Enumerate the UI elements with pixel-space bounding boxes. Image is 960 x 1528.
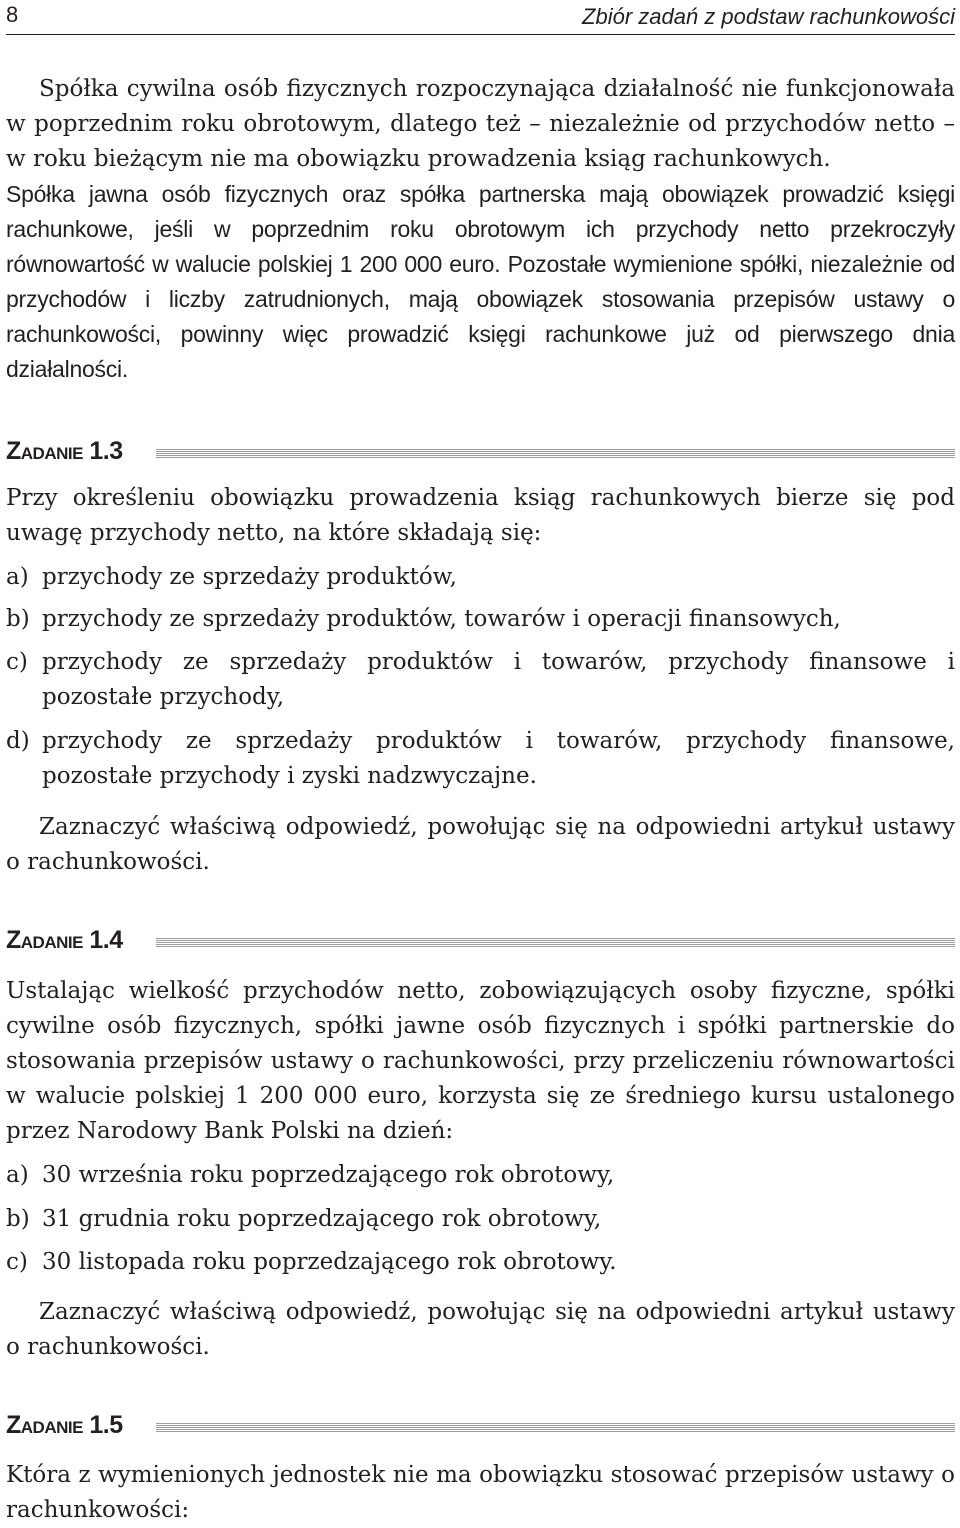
intro-paragraph-1: Spółka cywilna osób fizycznych rozpoczynająca działalność nie funkcjonowała w poprzednim roku obrotowym, dlatego też – niezależnie od przychodów netto – w roku bieżącym nie ma obowiązku prowadzenia ksiąg rachunkowych. xyxy=(6,76,955,172)
option-text: przychody ze sprzedaży produktów, xyxy=(42,564,457,590)
option-text: przychody ze sprzedaży produktów, towarów i operacji finansowych, xyxy=(42,606,841,632)
option-letter: a) xyxy=(6,1162,29,1188)
task-1-4-option-a xyxy=(6,1158,955,1193)
option-letter: d) xyxy=(6,728,30,754)
task-heading-1-5 xyxy=(6,1410,955,1440)
book-title: Zbiór zadań z podstaw rachunkowości xyxy=(582,4,955,29)
running-header xyxy=(6,0,955,35)
task-1-5-question: Która z wymienionych jednostek nie ma obowiązku stosować przepisów ustawy o rachunkowości: xyxy=(6,1462,955,1523)
task-label: ZADANIE 1.5 xyxy=(6,1411,123,1439)
task-1-3-option-d xyxy=(6,724,955,794)
task-1-4-option-b xyxy=(6,1202,955,1237)
task-1-3-question: Przy określeniu obowiązku prowadzenia ksiąg rachunkowych bierze się pod uwagę przychody netto, na które składają się: xyxy=(6,485,955,546)
option-letter: c) xyxy=(6,649,28,675)
option-letter: c) xyxy=(6,1249,28,1275)
option-letter: a) xyxy=(6,564,29,590)
option-text: przychody ze sprzedaży produktów i towarów, przychody finansowe, pozostałe przychody i zyski nadzwyczajne. xyxy=(42,728,955,789)
task-1-4-option-c xyxy=(6,1245,955,1280)
task-1-3-option-b xyxy=(6,602,955,637)
task-heading-rule xyxy=(156,1423,955,1432)
task-1-3-option-a xyxy=(6,560,955,595)
task-heading-rule xyxy=(156,449,955,458)
option-text: 30 września roku poprzedzającego rok obrotowy, xyxy=(42,1162,615,1188)
document-page xyxy=(6,0,955,1524)
task-1-3-instruction: Zaznaczyć właściwą odpowiedź, powołując się na odpowiedni artykuł ustawy o rachunkowości. xyxy=(6,814,955,875)
option-text: 30 listopada roku poprzedzającego rok obrotowy. xyxy=(42,1249,617,1275)
intro-paragraph-2: Spółka jawna osób fizycznych oraz spółka partnerska mają obowiązek prowadzić księgi rachunkowe, jeśli w poprzednim roku obrotowym ich przychody netto przekroczyły równowartość w walucie polskiej 1 200 000 euro. Pozostałe wymienione spółki, niezależnie od przychodów i liczby zatrudnionych, mają obowiązek stosowania przepisów ustawy o rachunkowości, powinny więc prowadzić księgi rachunkowe już od pierwszego dnia działalności. xyxy=(6,181,955,382)
option-letter: b) xyxy=(6,606,30,632)
task-heading-rule xyxy=(156,938,955,947)
task-1-4-question: Ustalając wielkość przychodów netto, zobowiązujących osoby fizyczne, spółki cywilne osób fizycznych, spółki jawne osób fizycznych i spółki partnerskie do stosowania przepisów ustawy o rachunkowości, przy przeliczeniu równowartości w walucie polskiej 1 200 000 euro, korzysta się ze średniego kursu ustalonego przez Narodowy Bank Polski na dzień: xyxy=(6,978,955,1144)
task-label: ZADANIE 1.4 xyxy=(6,926,123,954)
task-heading-1-4 xyxy=(6,925,955,955)
page-number: 8 xyxy=(6,2,19,27)
task-1-3-option-c xyxy=(6,645,955,715)
task-1-4-instruction: Zaznaczyć właściwą odpowiedź, powołując się na odpowiedni artykuł ustawy o rachunkowości. xyxy=(6,1299,955,1360)
task-heading-1-3 xyxy=(6,436,955,466)
option-text: przychody ze sprzedaży produktów i towarów, przychody finansowe i pozostałe przychody, xyxy=(42,649,955,710)
option-text: 31 grudnia roku poprzedzającego rok obrotowy, xyxy=(42,1206,602,1232)
option-letter: b) xyxy=(6,1206,30,1232)
task-label: ZADANIE 1.3 xyxy=(6,437,123,465)
